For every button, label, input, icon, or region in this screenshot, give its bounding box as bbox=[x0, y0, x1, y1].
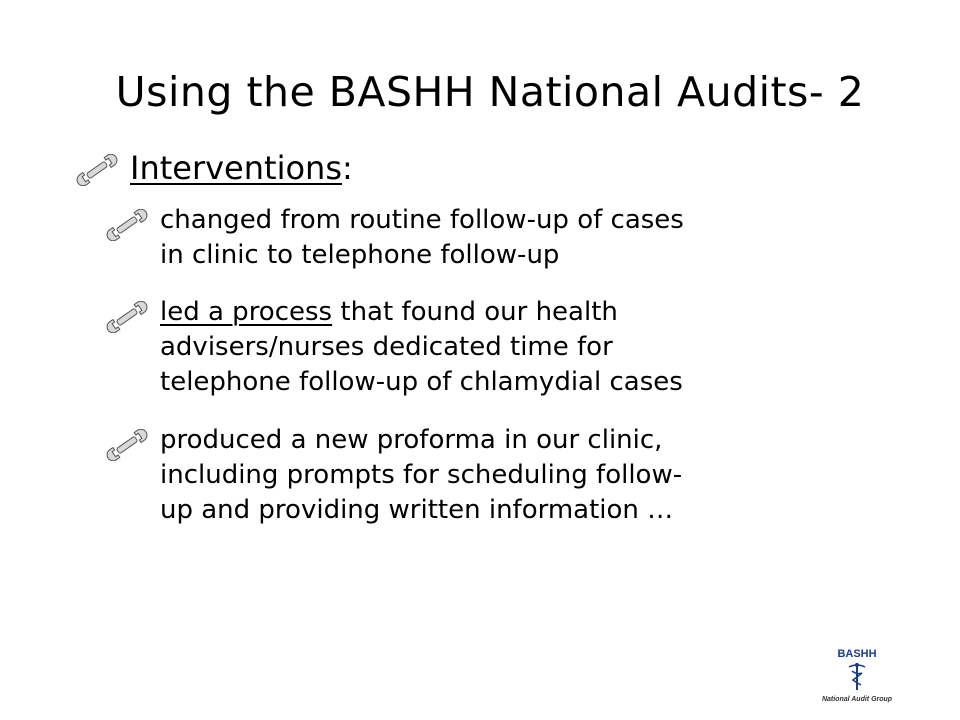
bullet-line: including prompts for scheduling follow- bbox=[160, 460, 683, 490]
bullet-line: in clinic to telephone follow-up bbox=[160, 240, 560, 270]
bullet-line bbox=[160, 295, 880, 330]
wrench-icon bbox=[106, 301, 148, 333]
wrench-icon bbox=[76, 154, 118, 186]
heading-interventions: Interventions bbox=[130, 149, 342, 187]
line-rest: that found our health bbox=[332, 297, 618, 327]
caduceus-icon bbox=[845, 661, 869, 691]
bullet-interventions bbox=[76, 148, 353, 188]
bullet-line: changed from routine follow-up of cases bbox=[160, 205, 684, 235]
logo-subtitle: National Audit Group bbox=[821, 696, 893, 703]
bullet-text bbox=[160, 423, 880, 528]
bullet-line: up and providing written information … bbox=[160, 495, 674, 525]
bashh-logo bbox=[812, 648, 902, 706]
bullet-line: telephone follow-up of chlamydial cases bbox=[160, 367, 683, 397]
bullet-line: produced a new proforma in our clinic, bbox=[160, 425, 663, 455]
bullet-text bbox=[160, 295, 880, 400]
bullet-text bbox=[160, 203, 880, 273]
slide-title: Using the BASHH National Audits- 2 bbox=[115, 68, 865, 116]
wrench-icon bbox=[106, 429, 148, 461]
underlined-phrase: led a process bbox=[160, 297, 333, 327]
wrench-icon bbox=[106, 209, 148, 241]
bullet-line: advisers/nurses dedicated time for bbox=[160, 332, 613, 362]
heading-colon: : bbox=[341, 149, 353, 187]
logo-title: BASHH bbox=[837, 648, 877, 660]
